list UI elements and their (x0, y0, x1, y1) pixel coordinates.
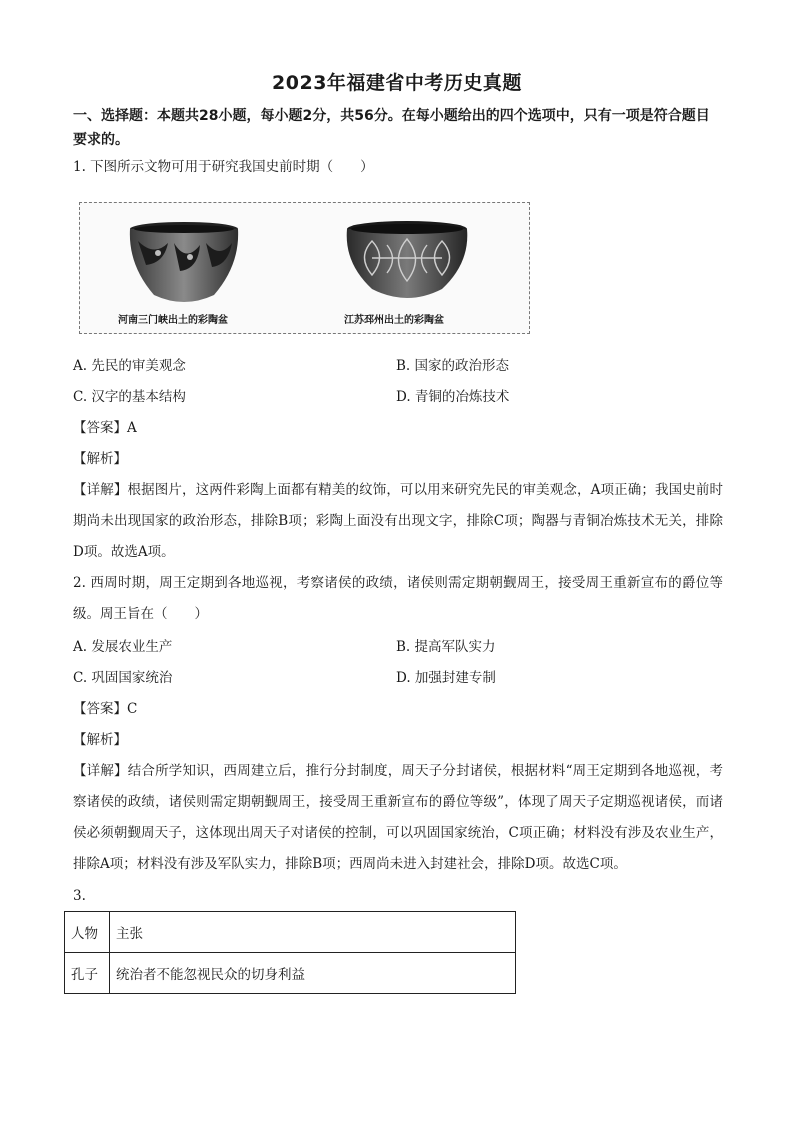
table-row (65, 953, 516, 994)
q2-option-d: D. 加强封建专制 (396, 670, 496, 686)
q2-analysis-label: 【解析】 (73, 732, 127, 748)
q1-figure (79, 202, 530, 334)
q1-figure-right-caption: 江苏邳州出土的彩陶盆 (344, 315, 444, 326)
q2-answer: 【答案】C (73, 701, 138, 717)
pottery-bowl-left-image (124, 217, 244, 309)
q1-option-d: D. 青铜的冶炼技术 (396, 389, 510, 405)
q1-detail: 【详解】根据图片，这两件彩陶上面都有精美的纹饰，可以用来研究先民的审美观念，A项正确；我国史前时期尚未出现国家的政治形态，排除B项；彩陶上面没有出现文字，排除C项；陶器与青铜冶炼技术无关，排除D项。故选A项。 (73, 482, 723, 560)
page-title: 2023年福建省中考历史真题 (272, 72, 522, 94)
q2-option-b: B. 提高军队实力 (396, 639, 496, 655)
q2-option-a: A. 发展农业生产 (73, 639, 173, 655)
section-header: 一、选择题：本题共28小题，每小题2分，共56分。在每小题给出的四个选项中，只有一项是符合题目要求的。 (73, 108, 710, 148)
q2-detail: 【详解】结合所学知识，西周建立后，推行分封制度，周天子分封诸侯，根据材料“周王定期到各地巡视，考察诸侯的政绩，诸侯则需定期朝觐周王，接受周王重新宣布的爵位等级”，体现了周天子定期巡视诸侯，而诸侯必须朝觐周天子，这体现出周天子对诸侯的控制，可以巩固国家统治，C项正确；材料没有涉及农业生产，排除A项；材料没有涉及军队实力，排除B项；西周尚未进入封建社会，排除D项。故选C项。 (73, 763, 723, 872)
q1-figure-left-caption: 河南三门峡出土的彩陶盆 (118, 315, 228, 326)
pottery-bowl-right-image (342, 217, 472, 309)
q1-option-a: A. 先民的审美观念 (73, 358, 186, 374)
q2-option-c: C. 巩固国家统治 (73, 670, 173, 686)
q1-option-b: B. 国家的政治形态 (396, 358, 510, 374)
table-cell: 统治者不能忽视民众的切身利益 (110, 953, 516, 994)
table-header-cell: 主张 (110, 912, 516, 953)
q2-stem: 2. 西周时期，周王定期到各地巡视，考察诸侯的政绩，诸侯则需定期朝觐周王，接受周王重新宣布的爵位等级。周王旨在（ ） (73, 575, 723, 622)
table-header-cell: 人物 (65, 912, 110, 953)
q1-option-c: C. 汉字的基本结构 (73, 389, 186, 405)
q3-number: 3. (73, 888, 86, 904)
table-cell: 孔子 (65, 953, 110, 994)
q1-analysis-label: 【解析】 (73, 451, 127, 467)
table-header-row (65, 912, 516, 953)
q1-answer: 【答案】A (73, 420, 137, 436)
q3-table (64, 911, 516, 994)
q1-stem: 1. 下图所示文物可用于研究我国史前时期（ ） (73, 159, 374, 175)
